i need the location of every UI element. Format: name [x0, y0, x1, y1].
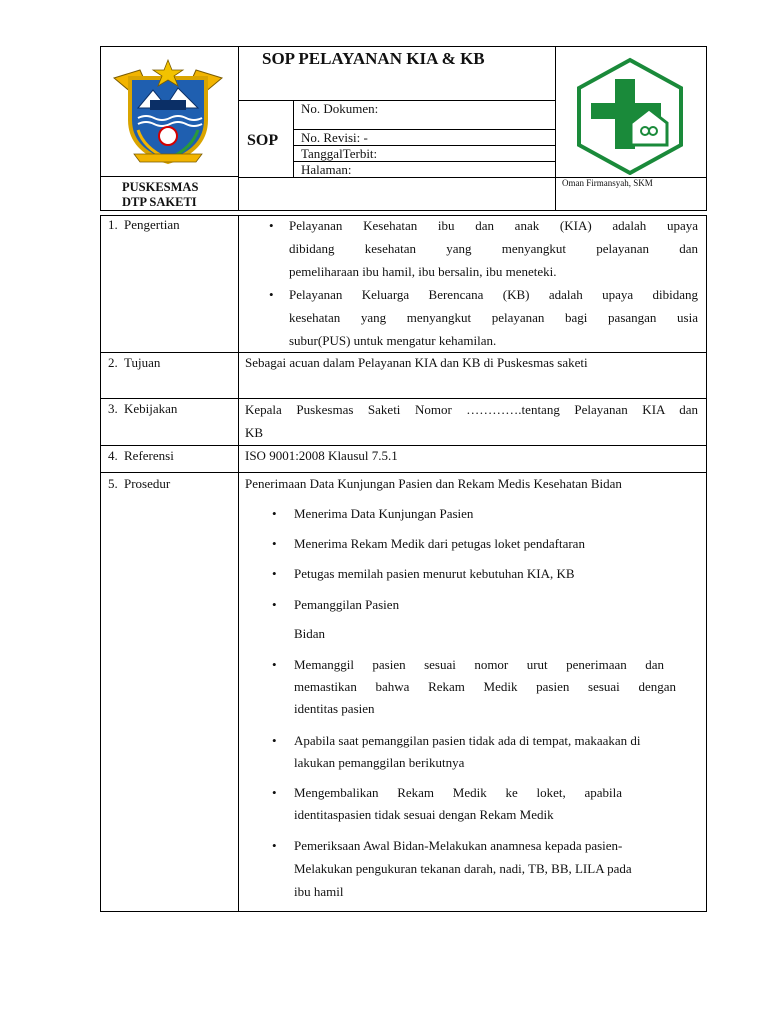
- bullet-icon: •: [272, 785, 277, 800]
- bullet-icon: •: [269, 287, 274, 302]
- row-label-tujuan: Tujuan: [124, 355, 161, 370]
- bullet-icon: •: [272, 733, 277, 748]
- row-number: 4.: [108, 448, 118, 463]
- row-label-pengertian: Pengertian: [124, 217, 180, 232]
- prosedur-item-line: identitas pasien: [294, 701, 375, 716]
- prosedur-item-line: Mengembalikan Rekam Medik ke loket, apabila: [294, 785, 622, 800]
- pengertian-kb-line3: subur(PUS) untuk mengatur kehamilan.: [289, 333, 497, 348]
- prosedur-item: Petugas memilah pasien menurut kebutuhan KIA, KB: [294, 566, 575, 581]
- prosedur-item-line: Melakukan pengukuran tekanan darah, nadi, TB, BB, LILA pada: [294, 861, 632, 876]
- bullet-icon: •: [272, 536, 277, 551]
- prosedur-item-line: Memanggil pasien sesuai nomor urut penerimaan dan: [294, 657, 664, 672]
- prosedur-subheading: Bidan: [294, 626, 326, 641]
- no-dokumen-field: No. Dokumen:: [301, 101, 379, 116]
- regional-crest-logo: [108, 58, 228, 168]
- halaman-field: Halaman:: [301, 162, 352, 177]
- prosedur-item: Pemanggilan Pasien: [294, 597, 400, 612]
- no-revisi-field: No. Revisi: -: [301, 130, 368, 145]
- row-number: 5.: [108, 476, 118, 491]
- prosedur-item-line: identitaspasien tidak sesuai dengan Rekam Medik: [294, 807, 554, 822]
- puskesmas-logo: [575, 57, 685, 175]
- sop-label: SOP: [247, 132, 279, 149]
- prosedur-item-line: memastikan bahwa Rekam Medik pasien sesuai dengan: [294, 679, 676, 694]
- bullet-icon: •: [272, 657, 277, 672]
- prosedur-item-line: lakukan pemanggilan berikutnya: [294, 755, 465, 770]
- row-number: 1.: [108, 217, 118, 232]
- prosedur-item: Menerima Rekam Medik dari petugas loket pendaftaran: [294, 536, 585, 551]
- prosedur-item-line: ibu hamil: [294, 884, 344, 899]
- row-label-kebijakan: Kebijakan: [124, 401, 178, 416]
- bullet-icon: •: [272, 566, 277, 581]
- tanggal-terbit-field: TanggalTerbit:: [301, 146, 378, 161]
- prosedur-item: Menerima Data Kunjungan Pasien: [294, 506, 474, 521]
- row-number: 3.: [108, 401, 118, 416]
- bullet-icon: •: [272, 838, 277, 853]
- row-label-prosedur: Prosedur: [124, 476, 171, 491]
- prosedur-item-line: Apabila saat pemanggilan pasien tidak ada di tempat, makaakan di: [294, 733, 641, 748]
- kebijakan-line2: KB: [245, 425, 264, 440]
- pengertian-kia-line1: Pelayanan Kesehatan ibu dan anak (KIA) adalah upaya: [289, 218, 698, 233]
- prosedur-item-line: Pemeriksaan Awal Bidan-Melakukan anamnesa kepada pasien-: [294, 838, 623, 853]
- kebijakan-line1: Kepala Puskesmas Saketi Nomor ………….tentang Pelayanan KIA dan: [245, 402, 698, 417]
- pengertian-kia-line3: pemeliharaan ibu hamil, ibu bersalin, ibu meneteki.: [289, 264, 557, 279]
- org-name-line2: DTP SAKETI: [122, 195, 197, 209]
- row-number: 2.: [108, 355, 118, 370]
- bullet-icon: •: [272, 506, 277, 521]
- pengertian-kb-line1: Pelayanan Keluarga Berencana (KB) adalah upaya dibidang: [289, 287, 698, 302]
- pengertian-kb-line2: kesehatan yang menyangkut pelayanan bagi pasangan usia: [289, 310, 698, 325]
- prosedur-intro: Penerimaan Data Kunjungan Pasien dan Rekam Medis Kesehatan Bidan: [245, 476, 622, 491]
- referensi-text: ISO 9001:2008 Klausul 7.5.1: [245, 448, 398, 463]
- bullet-icon: •: [272, 597, 277, 612]
- tujuan-text: Sebagai acuan dalam Pelayanan KIA dan KB di Puskesmas saketi: [245, 355, 588, 370]
- pengertian-kia-line2: dibidang kesehatan yang menyangkut pelayanan dan: [289, 241, 698, 256]
- signatory-name: Oman Firmansyah, SKM: [562, 178, 653, 188]
- bullet-icon: •: [269, 218, 274, 233]
- org-name-line1: PUSKESMAS: [122, 180, 199, 194]
- row-label-referensi: Referensi: [124, 448, 174, 463]
- document-title: SOP PELAYANAN KIA & KB: [262, 49, 485, 68]
